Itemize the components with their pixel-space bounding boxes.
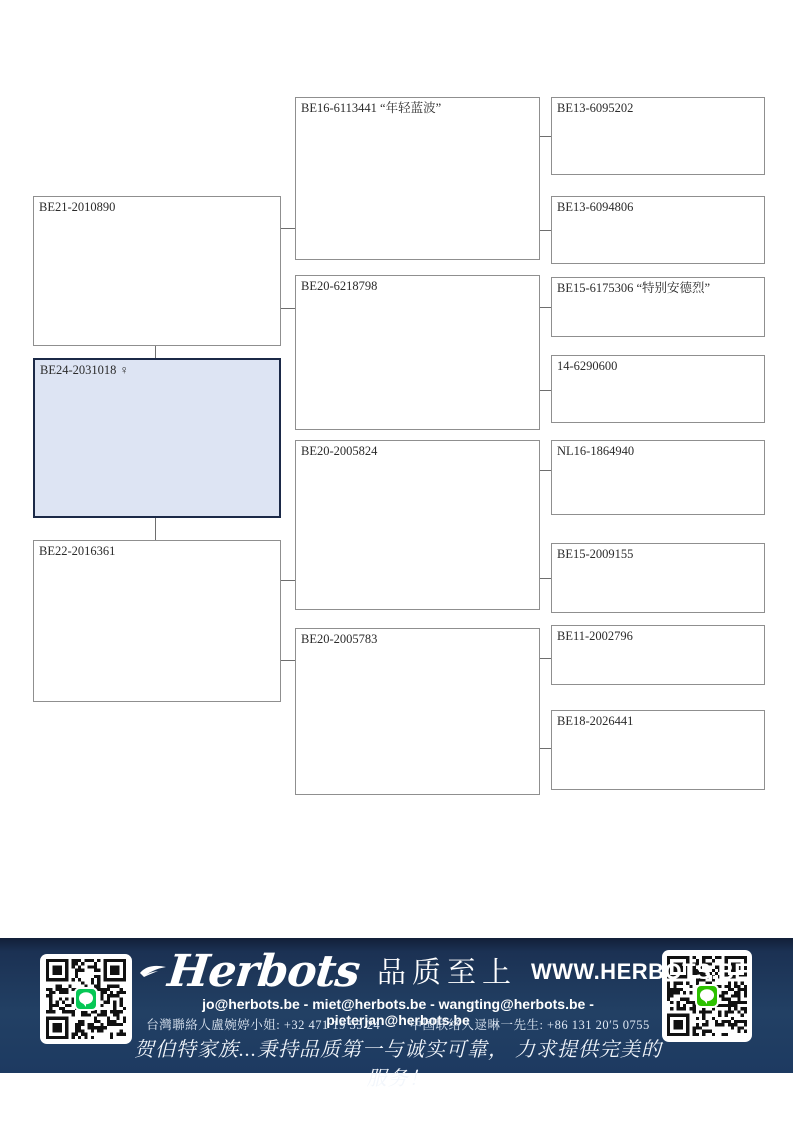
- pedigree-text-line: BE15-6175306 “特别安德烈”: [557, 281, 711, 295]
- connector-line: [540, 136, 551, 137]
- wing-icon: [138, 959, 168, 986]
- pedigree-text-line: BE13-6095202: [557, 101, 634, 115]
- pedigree-box-dd-sire: [551, 625, 765, 685]
- pedigree-box-ss-dam: [551, 196, 765, 264]
- connector-line: [540, 230, 551, 231]
- pedigree-text-line: BE16-6113441 “年轻蓝波”: [301, 101, 442, 115]
- pedigree-box-dam-dam: [295, 628, 540, 795]
- pedigree-box-dam-sire: [295, 440, 540, 610]
- pedigree-text-line: NL16-1864940: [557, 444, 635, 458]
- contact-china: 中国联络人逯晽一先生: +86 131 20′5 0755: [409, 1018, 650, 1032]
- footer-center: [134, 938, 750, 1090]
- pedigree-text-line: BE20-2005824: [301, 444, 378, 458]
- pedigree-text-line: BE20-6218798: [301, 279, 378, 293]
- pedigree-box-ds-sire: [551, 440, 765, 515]
- tagline-chinese: 品质至上: [376, 955, 517, 989]
- connector-line: [155, 346, 156, 358]
- pedigree-box-sire-sire: [295, 97, 540, 260]
- email-contacts: jo@herbots.be - miet@herbots.be - wangting@herbots.be - pieterjan@herbots.be: [202, 996, 594, 1028]
- pedigree-box-sd-sire: [551, 277, 765, 337]
- pedigree-box-sire: [33, 196, 281, 346]
- qr-code-line: [40, 954, 132, 1044]
- connector-line: [155, 518, 156, 540]
- pedigree-box-subject: [33, 358, 281, 518]
- pedigree-box-dam: [33, 540, 281, 702]
- pedigree-box-dd-dam: [551, 710, 765, 790]
- website-url: WWW.HERBOTS.BE: [530, 959, 750, 984]
- pedigree-box-ds-dam: [551, 543, 765, 613]
- connector-line: [540, 390, 551, 391]
- logo-row: [138, 946, 750, 998]
- pedigree-box-sire-dam: [295, 275, 540, 430]
- pedigree-text-line: BE21-2010890: [39, 200, 116, 214]
- connector-line: [281, 660, 295, 661]
- footer-band: [0, 938, 793, 1090]
- pedigree-box-ss-sire: [551, 97, 765, 175]
- connector-line: [540, 748, 551, 749]
- line-app-icon: [74, 987, 98, 1011]
- pedigree-text-line: BE22-2016361: [39, 544, 116, 558]
- pedigree-text-line: BE18-2026441: [557, 714, 634, 728]
- footer-slogan: 贺伯特家族...秉持品质第一与诚实可靠， 力求提供完美的服务！: [134, 1039, 662, 1090]
- pedigree-box-sd-dam: [551, 355, 765, 423]
- pedigree-text-line: BE20-2005783: [301, 632, 378, 646]
- pedigree-text-line: BE24-2031018 ♀: [40, 363, 129, 377]
- connector-line: [281, 580, 295, 581]
- connector-line: [540, 470, 551, 471]
- connector-line: [540, 578, 551, 579]
- connector-line: [540, 307, 551, 308]
- connector-line: [540, 658, 551, 659]
- contact-taiwan: 台灣聯絡人盧婉婷小姐: +32 471 19 55 24: [146, 1018, 381, 1032]
- pedigree-text-line: BE15-2009155: [557, 547, 634, 561]
- pedigree-text-line: 14-6290600: [557, 359, 618, 373]
- connector-line: [281, 308, 295, 309]
- herbots-logo: Herbots: [165, 946, 362, 997]
- connector-line: [281, 228, 295, 229]
- pedigree-text-line: BE13-6094806: [557, 200, 634, 214]
- phone-contacts: [138, 1015, 658, 1033]
- pedigree-text-line: BE11-2002796: [557, 629, 633, 643]
